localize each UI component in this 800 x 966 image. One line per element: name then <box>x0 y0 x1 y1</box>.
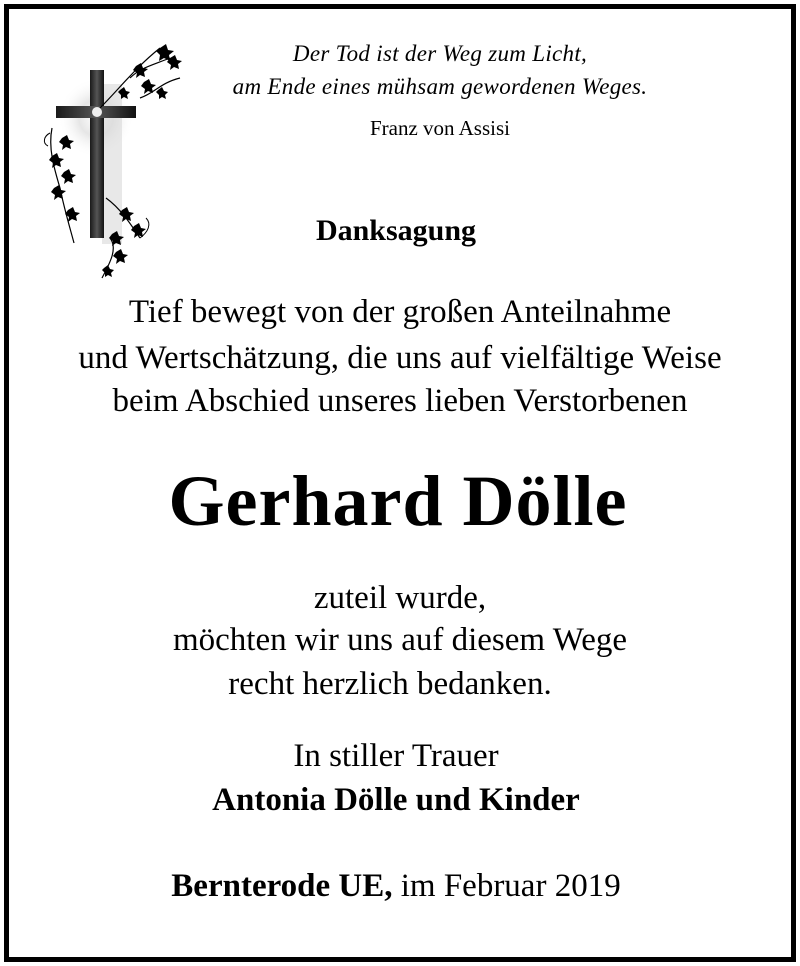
footer <box>0 868 796 905</box>
footer-place: Bernterode UE, <box>171 868 393 904</box>
deceased-name: Gerhard Dölle <box>168 461 628 541</box>
footer-date: im Februar 2019 <box>392 868 621 904</box>
intro-line-3: beim Abschied unseres lieben Verstorbenen <box>112 383 688 419</box>
thanks-line-3: recht herzlich bedanken. <box>228 666 552 702</box>
quote-line-1: Der Tod ist der Weg zum Licht, <box>292 41 588 66</box>
thanks-line-1: zuteil wurde, <box>313 580 487 616</box>
quote-author: Franz von Assisi <box>369 116 510 140</box>
thanks-line-2: möchten wir uns auf diesem Wege <box>172 622 628 658</box>
intro-line-2: und Wertschätzung, die uns auf vielfältige Weise <box>78 340 722 376</box>
mourners-intro: In stiller Trauer <box>293 738 499 774</box>
heading: Danksagung <box>315 214 477 247</box>
mourners-names: Antonia Dölle und Kinder <box>212 782 580 818</box>
quote-line-2: am Ende eines mühsam gewordenen Weges. <box>232 74 648 99</box>
intro-line-1: Tief bewegt von der großen Anteilnahme <box>128 294 672 330</box>
